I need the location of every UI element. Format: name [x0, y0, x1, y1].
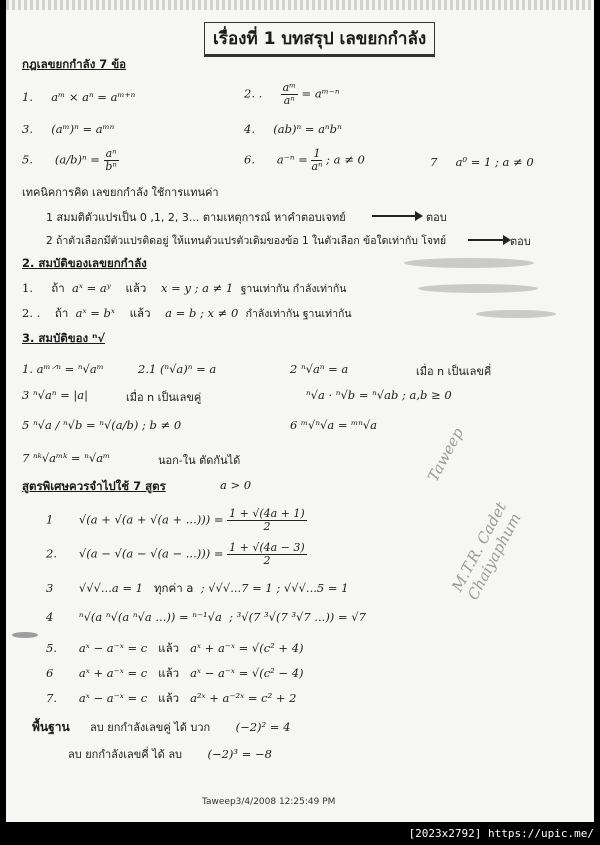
- scan-smudge: [476, 310, 556, 318]
- arrow-icon: [468, 239, 504, 241]
- basics-line-1: พื้นฐาน ลบ ยกกำลังเลขคู่ ได้ บวก (−2)² = 4: [32, 720, 291, 734]
- special-formula-3: 3 √√√...a = 1 ทุกค่า a ; √√√...7 = 1 ; √√√...5 = 1: [46, 581, 349, 595]
- technique-line-2: 2 ถ้าตัวเลือกมีตัวแปรติดอยู่ ให้แทนตัวแปรตัวเดิมของข้อ 1 ในตัวเลือก ข้อใดเท่ากับ โจทย์: [46, 235, 447, 247]
- property-2: 2. . ถ้า aˣ = bˣ แล้ว a = b ; x ≠ 0 กำลังเท่ากัน ฐานเท่ากัน: [22, 306, 352, 320]
- root-rule-3: 3 ⁿ√aⁿ = |a|: [22, 388, 89, 402]
- root-rule-2: 2 ⁿ√aⁿ = a: [290, 362, 349, 376]
- scan-smudge: [12, 632, 38, 638]
- rule-2: 2. . $\frac{\text{aᵐ}}{\text{aⁿ}}$ = aᵐ⁻ⁿ: [244, 81, 340, 107]
- special-formula-4: 4 ⁿ√(a ⁿ√(a ⁿ√a ...)) = ⁿ⁻¹√a ; ³√(7 ³√(7 ³√7 ...)) = √7: [46, 610, 366, 624]
- special-formulas-condition: a > 0: [220, 478, 252, 492]
- rule-6: 6. a⁻ⁿ = $\frac{1}{\text{aⁿ}}$ ; a ≠ 0: [244, 147, 365, 173]
- root-rule-6: 6 ᵐ√ⁿ√a = ᵐⁿ√a: [290, 418, 378, 432]
- technique-heading: เทคนิคการคิด เลขยกกำลัง ใช้การแทนค่า: [22, 186, 219, 199]
- root-rule-7: 7 ⁿᵏ√aᵐᵏ = ⁿ√aᵐ: [22, 451, 111, 465]
- technique-line-2-answer: ตอบ: [510, 235, 531, 248]
- root-rule-5: 5 ⁿ√a / ⁿ√b = ⁿ√(a/b) ; b ≠ 0: [22, 418, 182, 432]
- rule-5: 5. (a/b)ⁿ = $\frac{\text{aⁿ}}{\text{bⁿ}}$: [22, 147, 117, 173]
- special-formula-6: 6 aˣ + a⁻ˣ = c แล้ว aˣ − a⁻ˣ = √(c² − 4): [46, 666, 304, 680]
- technique-line-1-answer: ตอบ: [426, 211, 447, 224]
- root-rule-7-note: นอก-ใน ตัดกันได้: [158, 454, 241, 467]
- rule-1: 1. aᵐ × aⁿ = aᵐ⁺ⁿ: [22, 90, 136, 104]
- scan-edge: [6, 0, 594, 10]
- rule-3: 3. (aᵐ)ⁿ = aᵐⁿ: [22, 122, 115, 136]
- section-heading-properties: 2. สมบัติของเลขยกกำลัง: [22, 256, 147, 270]
- stamp-school: M.T.R. Cadet Chaiyaphum: [448, 499, 525, 603]
- print-timestamp: Taweep3/4/2008 12:25:49 PM: [202, 797, 336, 807]
- root-rule-2-note: เมื่อ n เป็นเลขคี่: [416, 365, 492, 378]
- image-footer-bar: [0, 825, 600, 845]
- special-formula-7: 7. aˣ − a⁻ˣ = c แล้ว a²ˣ + a⁻²ˣ = c² + 2: [46, 691, 297, 705]
- property-1: 1. ถ้า aˣ = aʸ แล้ว x = y ; a ≠ 1 ฐานเท่ากัน กำลังเท่ากัน: [22, 281, 347, 295]
- special-formula-5: 5. aˣ − a⁻ˣ = c แล้ว aˣ + a⁻ˣ = √(c² + 4): [46, 641, 304, 655]
- stamp-name: Taweep: [424, 424, 468, 485]
- special-formula-2: 2. √(a − √(a − √(a − ...))) = $\frac{1 + √(4a - 3)}{2}$: [46, 541, 305, 567]
- rule-7: 7 a⁰ = 1 ; a ≠ 0: [430, 155, 534, 169]
- basics-line-2: ลบ ยกกำลังเลขคี่ ได้ ลบ (−2)³ = −8: [68, 747, 272, 761]
- arrow-icon: [372, 215, 416, 217]
- rule-4: 4. (ab)ⁿ = aⁿbⁿ: [244, 122, 342, 136]
- special-formula-1: 1 √(a + √(a + √(a + ...))) = $\frac{1 + √(4a + 1)}{2}$: [46, 507, 305, 533]
- root-rule-3-note: เมื่อ n เป็นเลขคู่: [126, 391, 202, 404]
- page-title: เรื่องที่ 1 บทสรุป เลขยกกำลัง: [204, 22, 435, 57]
- technique-line-1: 1 สมมติตัวแปรเป็น 0 ,1, 2, 3... ตามเหตุการณ์ หาคำตอบเจทย์: [46, 211, 346, 224]
- scan-smudge: [404, 258, 534, 268]
- section-heading-special-formulas: สูตรพิเศษควรจำไปใช้ 7 สูตร: [22, 479, 166, 493]
- section-heading-roots: 3. สมบัติของ ⁿ√: [22, 331, 106, 345]
- section-heading-rules: กฎเลขยกกำลัง 7 ข้อ: [22, 57, 127, 71]
- root-rule-1: 1. aᵐ⸍ⁿ = ⁿ√aᵐ: [22, 362, 104, 376]
- scanned-page: [6, 0, 594, 822]
- image-footer-link[interactable]: [2023x2792] https://upic.me/: [408, 827, 594, 840]
- root-rule-4: ⁿ√a · ⁿ√b = ⁿ√ab ; a,b ≥ 0: [306, 388, 452, 402]
- root-rule-2-1: 2.1 (ⁿ√a)ⁿ = a: [138, 362, 217, 376]
- scan-smudge: [418, 284, 538, 293]
